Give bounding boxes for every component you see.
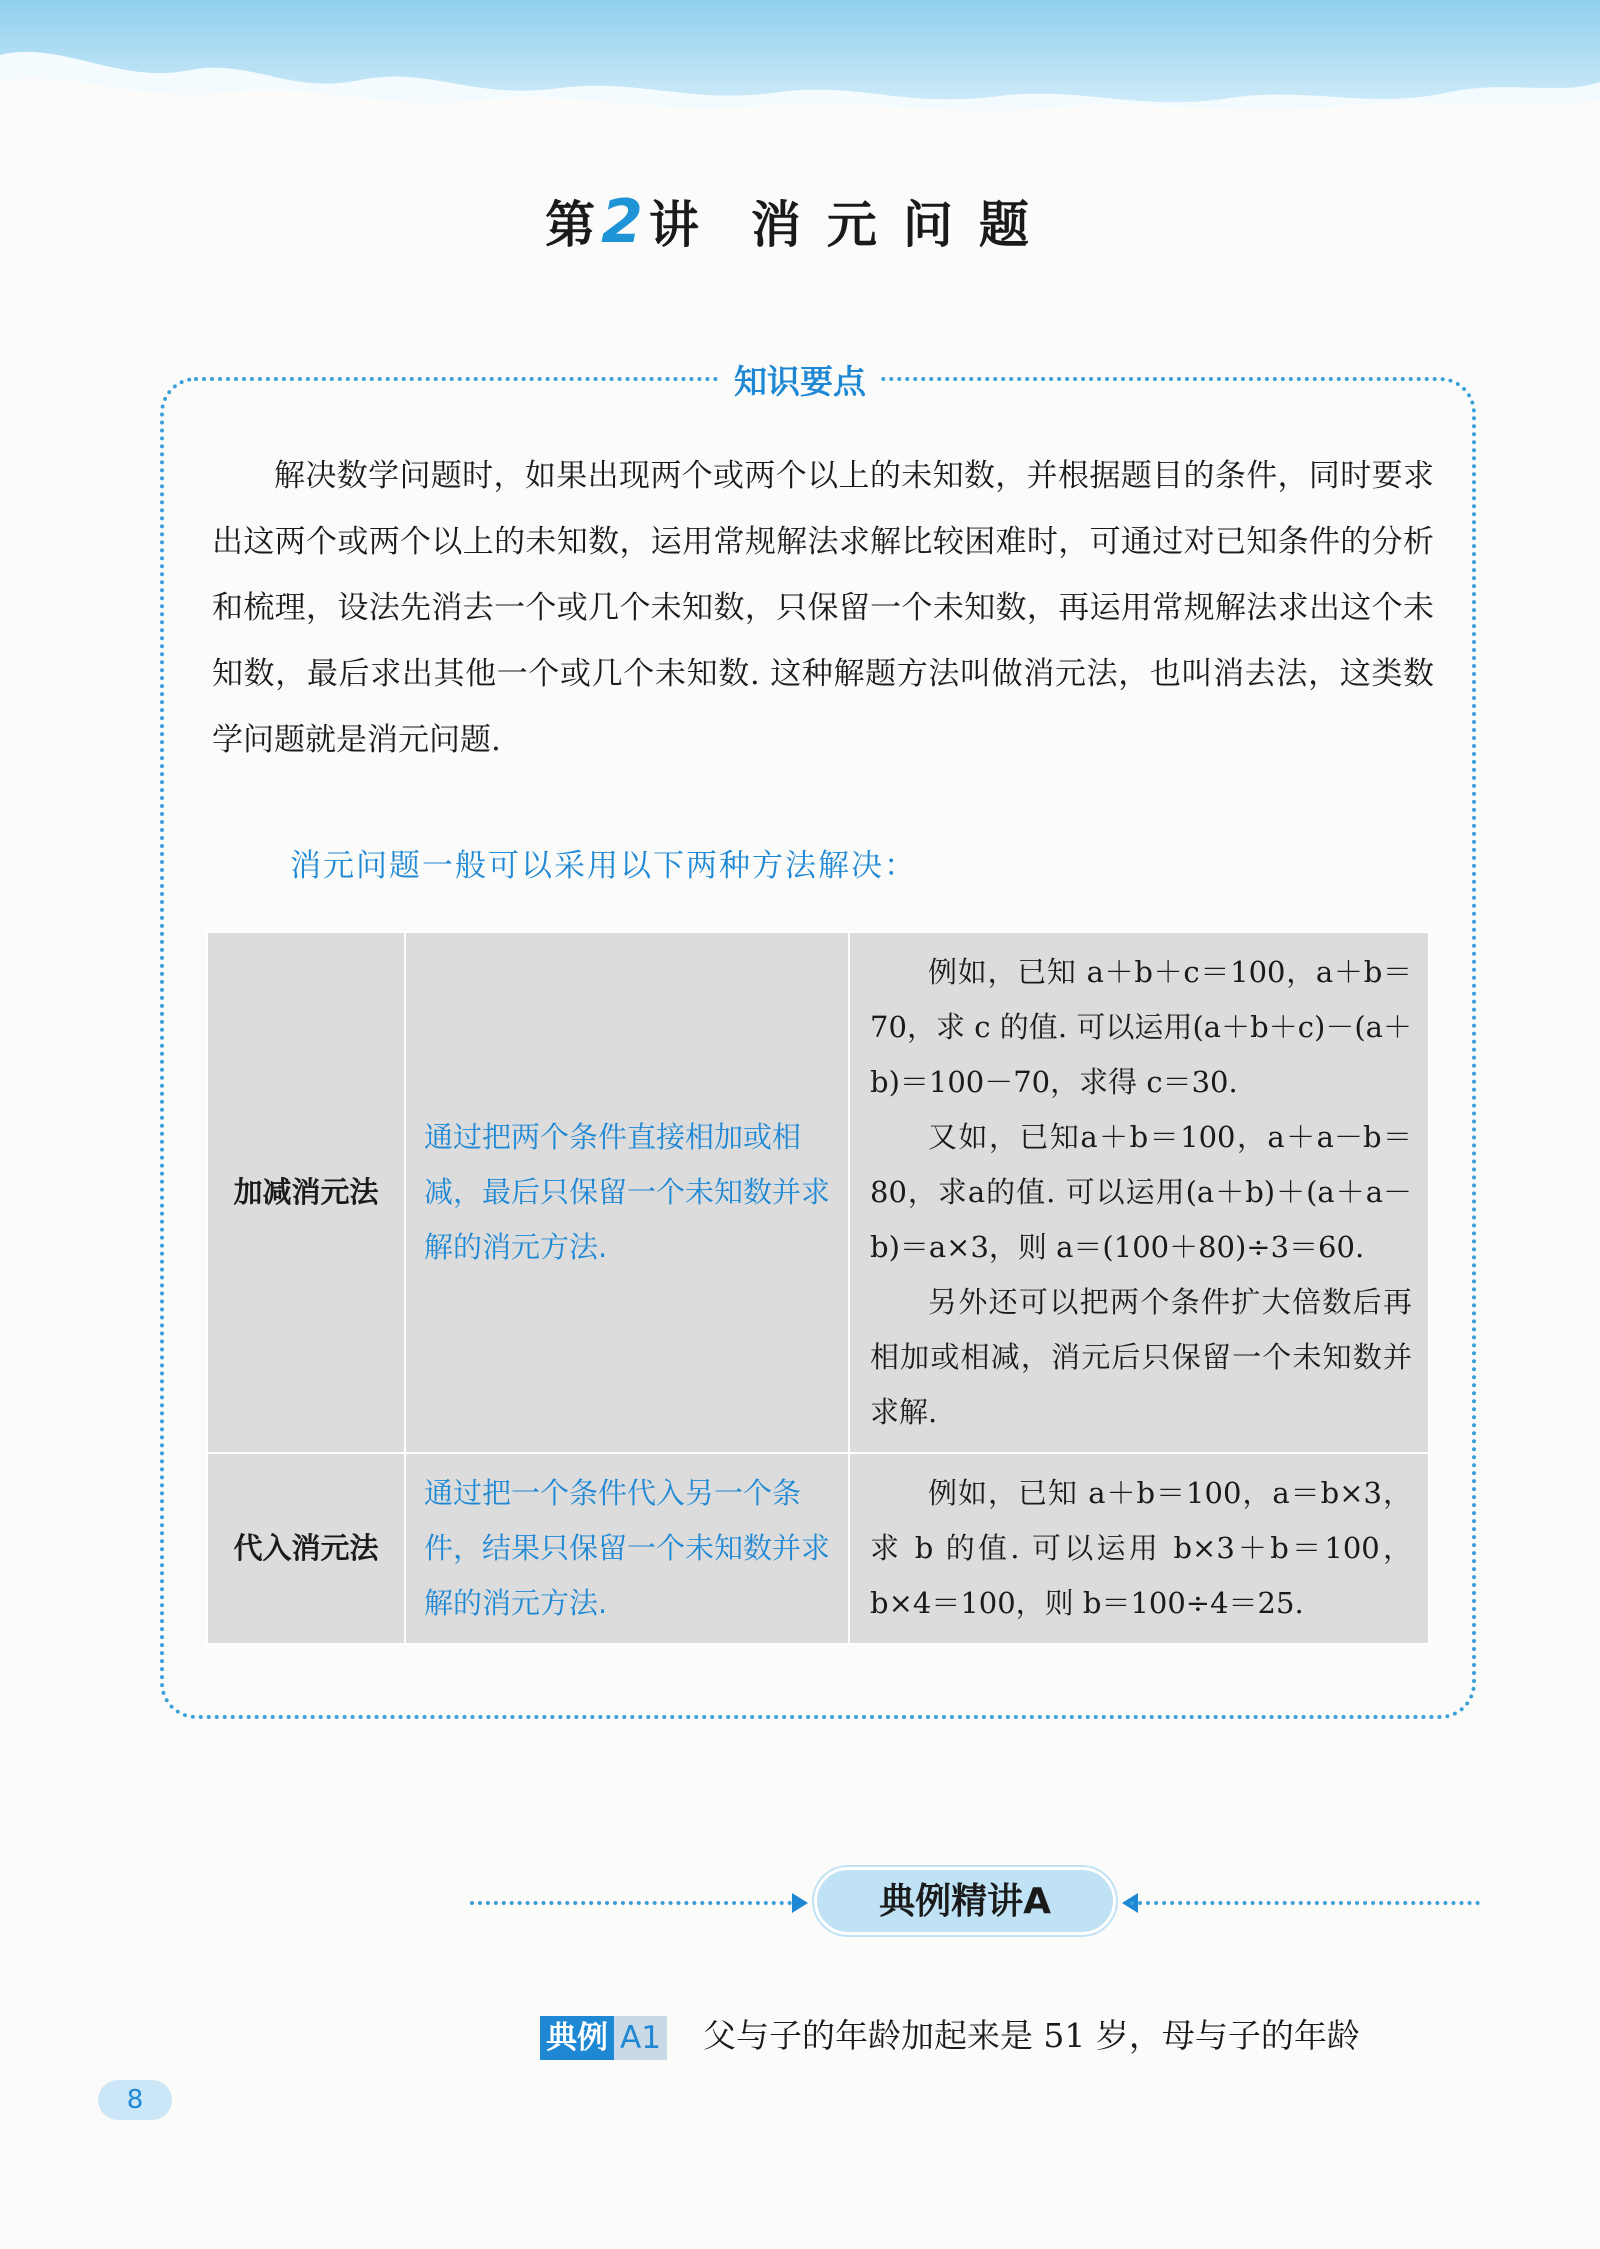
lecture-suffix: 讲 (648, 195, 701, 254)
knowledge-intro: 解决数学问题时，如果出现两个或两个以上的未知数，并根据题目的条件，同时要求出这两个或两个以上的未知数，运用常规解法求解比较困难时，可通过对已知条件的分析和梳理，设法先消去一个或几个未知数，只保留一个未知数，再运用常规解法求出这个未知数，最后求出其他一个或几个未知数. 这种解题方法叫做消元法，也叫消去法，这类数学问题就是消元问题. (212, 458, 1434, 758)
method-example: 又如，已知a＋b＝100，a＋a－b＝80，求a的值. 可以运用(a＋b)＋(a＋a－b)＝a×3，则 a＝(100＋80)÷3＝60. (870, 1120, 1412, 1264)
section-pill (814, 1867, 1116, 1935)
lecture-title (0, 185, 1600, 257)
method-examples (849, 932, 1429, 1453)
lecture-number: 2 (601, 187, 645, 257)
method-example: 另外还可以把两个条件扩大倍数后再相加或相减，消元后只保留一个未知数并求解. (870, 1285, 1412, 1429)
methods-lead: 消元问题一般可以采用以下两种方法解决： (290, 848, 917, 884)
section-header (470, 1863, 1480, 1943)
arrow-right-icon (792, 1893, 808, 1913)
method-name: 代入消元法 (207, 1453, 405, 1644)
method-example: 例如，已知 a＋b＝100，a＝b×3，求 b 的值. 可以运用 b×3＋b＝100，b×4＝100，则 b＝100÷4＝25. (870, 1476, 1412, 1620)
lecture-name: 消元问题 (750, 195, 1055, 254)
example-question (540, 2010, 1360, 2060)
lecture-prefix: 第 (545, 195, 598, 254)
sky-banner (0, 0, 1600, 120)
table-row (207, 1453, 1429, 1644)
example-text: 父与子的年龄加起来是 51 岁，母与子的年龄 (702, 2016, 1360, 2055)
dotted-divider (470, 1901, 800, 1905)
methods-table (206, 931, 1430, 1645)
knowledge-heading-text: 知识要点 (720, 357, 880, 407)
example-badge-code: A1 (614, 2016, 667, 2060)
page-number: 8 (98, 2080, 172, 2120)
method-description: 通过把两个条件直接相加或相减，最后只保留一个未知数并求解的消元方法. (405, 932, 849, 1453)
section-title: 典例精讲A (879, 1881, 1051, 1922)
method-name: 加减消元法 (207, 932, 405, 1453)
method-example: 例如，已知 a＋b＋c＝100，a＋b＝70，求 c 的值. 可以运用(a＋b＋c)－(a＋b)＝100－70，求得 c＝30. (870, 955, 1412, 1099)
example-badge (540, 2016, 667, 2060)
table-row (207, 932, 1429, 1453)
method-description: 通过把一个条件代入另一个条件，结果只保留一个未知数并求解的消元方法. (405, 1453, 849, 1644)
example-badge-label: 典例 (540, 2016, 614, 2060)
dotted-divider (1130, 1901, 1480, 1905)
method-examples (849, 1453, 1429, 1644)
